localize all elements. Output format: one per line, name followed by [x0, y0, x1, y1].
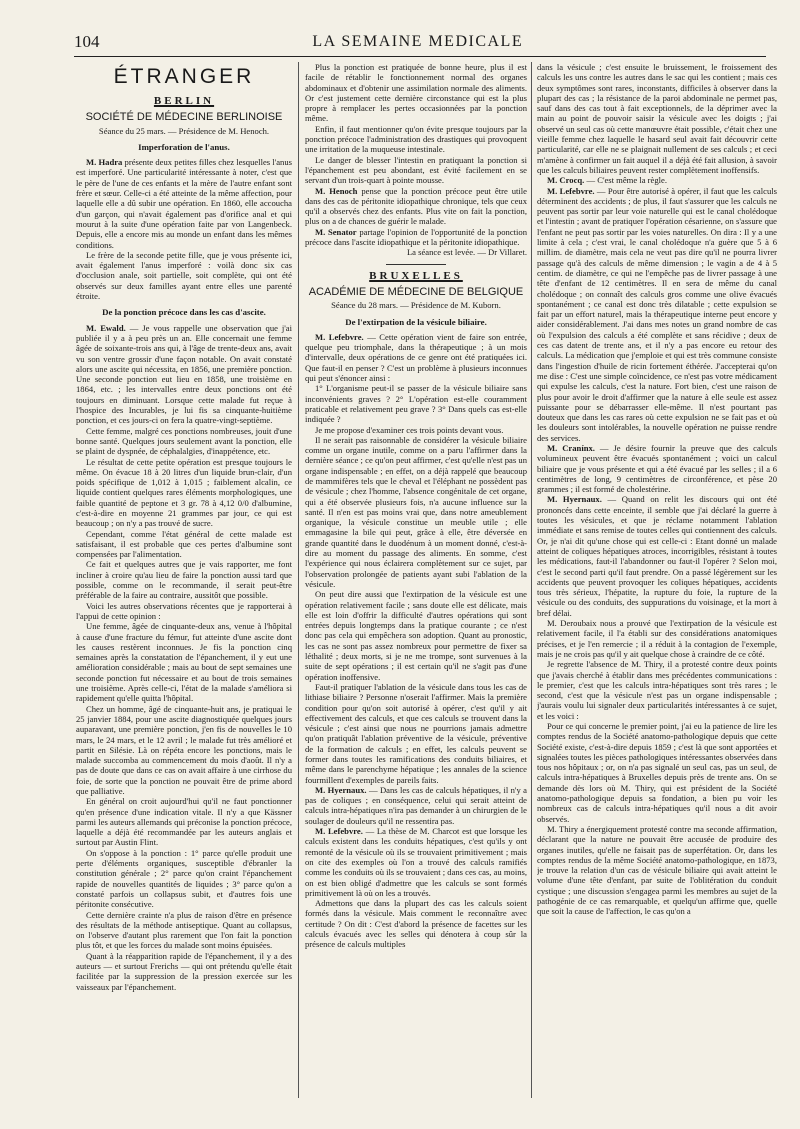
session-line: Séance du 28 mars. — Présidence de M. Kuborn.	[331, 300, 501, 311]
society-heading: SOCIÉTÉ DE MÉDECINE BERLINOISE	[85, 111, 283, 124]
page-header	[74, 30, 766, 54]
paragraph: Plus la ponction est pratiquée de bonne heure, plus il est facile de rétablir le fonctionnement normal des organes abdominaux et d'obtenir une assimilation normale des aliments. Or c'est justement cette dernière circonstance qui est la plus propre à remplacer les pertes occasionnées par la ponction même.	[305, 62, 527, 124]
column-1	[76, 62, 292, 1102]
paragraph: Le résultat de cette petite opération est presque toujours le même. On évacue 18 à 20 litres d'un liquide brun-clair, d'un poids spécifique de 1,012 à 1,015 ; faiblement alcalin, ce liquide contient quelques rares éléments morphologiques, une faible quantité de peptone et 3 gr. 78 à 4,12 0/0 d'albumine, c'est-à-dire en moyenne 21 grammes par jour, ce qui est beaucoup ; on n'y a pas trouvé de sucre.	[76, 456, 292, 529]
paragraph-text: — Je désire fournir la preuve que des calculs volumineux peuvent être évacués spontanément ; voici un calcul biliaire que je vous présente et qui a été évacué par les selles ; il a 6 centimètres de long, 9 centimètres de circonférence, et pèse 20 grammes ; il est formé de cholestérine.	[537, 442, 777, 495]
paragraph: Le frère de la seconde petite fille, que je vous présente ici, avait également l'anus imperforé : voilà donc six cas d'occlusion anale, soit partielle, soit complète, qui ont été observés sur deux familles ayant entre elles une parenté étroite.	[76, 249, 292, 302]
paragraph: Quant à la réapparition rapide de l'épanchement, il y a des auteurs — et surtout Frerichs — qui ont prétendu qu'elle était facilitée par la suppression de la pression exercée sur les vaisseaux par l'épanchement.	[76, 950, 292, 992]
speaker: M. Senator	[315, 226, 357, 237]
city-heading: BRUXELLES	[369, 269, 463, 282]
paragraph-text: — Dans les cas de calculs hépatiques, il n'y a pas de coliques ; en conséquence, celui qui serait atteint de calculs intra-hépatiques n'ira pas demander à un chirurgien de le soulager de douleurs qu'il ne ressentira pas.	[305, 784, 527, 826]
page-number: 104	[74, 32, 100, 51]
paragraph: Il ne serait pas raisonnable de considérer la vésicule biliaire comme un organe inutile, comme on a paru l'affirmer dans la dernière séance ; ce qu'on peut affirmer, c'est qu'elle n'est pas un organe indispensable ; en effet, on a déjà rappelé que beaucoup de mammifères tels que le cheval et l'éléphant ne possèdent pas de vésicule ; chez l'homme, l'absence congénitale de cet organe, qui a été observée plusieurs fois, n'a aucune influence sur la santé. Il n'en est pas moins vrai que, dans notre ameublement organique, la vésicule constitue un meuble utile ; elle emmagasine la bile qui peut, grâce à elle, être déversée en grande quantité dans le duodénum à un moment donné, c'est-à-dire au moment du passage des aliments. En somme, c'est l'expérience qui nous éclairera complètement sur ce sujet, par l'observation prolongée de patients ayant subi l'ablation de la vésicule.	[305, 434, 527, 589]
column-divider	[298, 62, 299, 1098]
paragraph	[537, 443, 777, 494]
speaker: M. Lefebvre.	[547, 185, 595, 196]
paragraph	[305, 186, 527, 227]
paragraph-text: partage l'opinion de l'opportunité de la ponction précoce dans l'ascite idiopathique et la péritonite idiopathique.	[305, 226, 527, 248]
speaker: M. Crocq.	[547, 175, 585, 186]
column-divider	[531, 62, 532, 1098]
speaker: M. Hadra	[86, 157, 123, 168]
paragraph: Ce fait et quelques autres que je vais rapporter, me font incliner à croire qu'au lieu de faire la ponction aussi tard que possible, comme on le recommande, il serait peut-être préférable de la faire au contraire, aussitôt que possible.	[76, 559, 292, 601]
paragraph	[537, 494, 777, 618]
subheading: De la ponction précoce dans les cas d'ascite.	[102, 307, 266, 318]
paragraph: Admettons que dans la plupart des cas les calculs soient formés dans la vésicule. Mais comment le reconnaître avec certitude ? On dit : C'est d'abord la présence de facettes sur les calculs évacués avec les selles qui dénotera à coup sûr la présence de calculs multiples	[305, 898, 527, 950]
speaker: M. Lefebvre.	[315, 331, 364, 342]
paragraph: Faut-il pratiquer l'ablation de la vésicule dans tous les cas de lithiase biliaire ? Personne n'oserait l'affirmer. Mais la première condition pour qu'on soit autorisé à opérer, c'est qu'il y ait effectivement des calculs, et que ces calculs se trouvent dans la vésicule ; c'est ainsi que nous ne pourrions jamais admettre qu'on pratiquât l'ablation préventive de la vésicule, préventive de la formation de calculs ; en effet, les calculs peuvent se former dans toutes les ramifications des conduits biliaires, et même dans le parenchyme hépatique ; les annales de la science fourmillent d'exemples de pareils faits.	[305, 681, 527, 785]
session-line: Séance du 25 mars. — Présidence de M. Henoch.	[98, 125, 270, 136]
paragraph: Je regrette l'absence de M. Thiry, il a protesté contre deux points que j'avais cherché à établir dans mes précédentes communications : le premier, c'est que les calculs intra-hépatiques sont très rares ; le second, c'est que la vésicule n'est pas un organe indispensable ; j'aurais voulu lui signaler deux particularités intéressantes à ce sujet, et les voici :	[537, 659, 777, 721]
paragraph: Une femme, âgée de cinquante-deux ans, venue à l'hôpital à cause d'une fracture du fémur, fut atteinte d'une ascite dont les causes restèrent inconnues. Je fis la ponction cinq semaines après la constatation de l'épanchement, il y eut une amélioration considérable ; mais au bout de sept semaines une seconde ponction fut nécessaire et au bout de trois semaines une troisième. Après celle-ci, l'état de la malade s'améliora si rapidement qu'elle quitta l'hôpital.	[76, 621, 292, 704]
paragraph: Cependant, comme l'état général de cette malade est satisfaisant, il est probable que ces pertes d'albumine sont compensées par l'alimentation.	[76, 528, 292, 560]
paragraph	[305, 227, 527, 248]
paragraph-text: — Pour être autorisé à opérer, il faut que les calculs déterminent des accidents ; de plus, il faut s'assurer que les calculs ne peuvent pas sortir par leur voie naturelle qui est le canal cholédoque et l'intestin ; avant de pratiquer l'opération césarienne, on s'assure que l'enfant ne peut pas sortir par les voies naturelles. On dira : Il y a une limite à cela ; c'est vrai, le canal cholédoque n'a guère que 5 à 6 millim. de diamètre, mais cela ne veut pas dire qu'il ne pourra livrer passage qu'à des calculs de même dimension ; le vagin a de 4 à 5 centim. de diamètre, ce qui ne l'empêche pas de livrer passage à une tête d'enfant de 12 centimètres. Il en sera de même du canal cholédoque ; on connaît des calculs gros comme une olive évacués spontanément ; ce canal est donc très dilatable ; cette expulsion se fait par un effort naturel, mais la thérapeutique interne peut encore y aider considérablement. J'ai dans mes notes un grand nombre de cas où l'expulsion des calculs a été complète et sans récidive ; deux de ces cas datent de trente ans, et il n'y a pas encore eu retour des calculs. La médication que j'emploie et qui est très commune consiste dans l'ingestion d'huile de ricin fortement éthérée. J'accepterai qu'on me dise : C'est une simple coïncidence, ce n'est pas votre médicament qui expulse les calculs, c'est la nature. Fort bien, c'est une raison de plus pour avoir le droit d'affirmer que la nature à elle seule est assez puissante pour se débarrasser elle-même. Il n'est pourtant pas douteux que dans les cas rares où cette expulsion ne se fait pas et où les douleurs sont intolérables, la nouvelle opération ne puisse rendre des services.	[537, 185, 777, 443]
column-3	[537, 62, 777, 1102]
paragraph-text: — Cette opération vient de faire son entrée, quelque peu triomphale, dans la thérapeutique ; à un mois d'intervalle, deux opérations de ce genre ont été pratiquées ici. Que faut-il en penser ? C'est un problème à plusieurs inconnues qui peut s'énoncer ainsi :	[305, 331, 527, 384]
city-heading: BERLIN	[153, 95, 215, 107]
paragraph	[76, 323, 292, 426]
paragraph-text: — C'est même la règle.	[586, 175, 668, 186]
paragraph: Pour ce qui concerne le premier point, j'ai eu la patience de lire les comptes rendus de la Société anatomo-pathologique depuis que cette Société existe, c'est-à-dire depuis 1859 ; c'est là que sont apportées et signalées toutes les pièces pathologiques intéressantes observées dans tous nos hôpitaux ; or, on n'a pas signalé un seul cas, pas un seul, de calculs intra-hépatiques à Bruxelles depuis près de trente ans. On se demande dès lors où M. Thiry, qui est président de la Société anatomo-pathologique depuis sa fondation, a bien pu voir les nombreux cas de calculs intra-hépatiques qu'il nous a dit avoir observés.	[537, 721, 777, 824]
paragraph	[305, 332, 527, 383]
paragraph-text: — La thèse de M. Charcot est que lorsque les calculs existent dans les conduits hépatiques, c'est qu'ils y ont remonté de la vésicule où ils se trouvaient primitivement ; mais on cite des exemples où l'on a trouvé des calculs ramifiés comme les conduits où ils se trouvaient ; dans ces cas, au moins, on est bien obligé d'admettre que les calculs se sont formés primitivement là où on les a trouvés.	[305, 826, 527, 898]
speaker: M. Hyernaux.	[315, 784, 367, 795]
speaker: M. Hyernaux.	[547, 494, 602, 505]
paragraph	[305, 785, 527, 826]
signature-line: La séance est levée. — Dr Villaret.	[406, 247, 527, 258]
society-heading: ACADÉMIE DE MÉDECINE DE BELGIQUE	[308, 285, 524, 298]
section-title: ÉTRANGER	[113, 65, 255, 88]
paragraph: Cette femme, malgré ces ponctions nombreuses, jouit d'une bonne santé. Quelques jours seulement avant la ponction, elle se plaint de dyspnée, de céphalalgies, d'inappétence, etc.	[76, 425, 292, 457]
paragraph: dans la vésicule ; c'est ensuite le bruissement, le froissement des calculs les uns contre les autres dans le sac qui les contient ; mais ces deux symptômes sont rares, inconstants, difficiles à observer dans la plupart des cas ; la résistance de la paroi abdominale ne permet pas, sauf dans des cas tout à fait exceptionnels, de la déprimer avec la main au point de pouvoir saisir la vésicule avec les doigts ; j'ai observé un seul cas où cette manœuvre était possible, c'était chez une vieille femme chez laquelle le hasard seul avait fait découvrir cette particularité, car elle ne se plaignait nullement de ses calculs ; et ceci m'amène à confirmer un fait auquel il a déjà été fait allusion, à savoir que les calculs biliaires peuvent rester complètement inoffensifs.	[537, 62, 777, 175]
paragraph	[537, 175, 777, 185]
paragraph: M. Thiry a énergiquement protesté contre ma seconde affirmation, déclarant que la nature ne pouvait être accusée de produire des organes inutiles, qu'elle ne faisait pas de superfétation. Or, dans les comptes rendus de la même Société anatomo-pathologique, en 1873, je trouve la relation d'un cas de vésicule biliaire qui avait atteint le volume d'une tête d'enfant, par suite de l'oblitération du conduit cystique ; une discussion s'engagea parmi les membres au sujet de la pathogénie de ce cas remarquable, et quelqu'un affirme que, quelle que soit la cause de l'affection, le cas qu'on a	[537, 823, 777, 917]
paragraph: Le danger de blesser l'intestin en pratiquant la ponction si l'épanchement est peu abondant, est évité facilement en se servant d'un trois-quart à pointe mousse.	[305, 154, 527, 186]
paragraph	[76, 157, 292, 250]
section-divider	[386, 264, 446, 265]
subheading: Imperforation de l'anus.	[138, 141, 230, 152]
header-rule	[74, 56, 766, 57]
paragraph: 1° L'organisme peut-il se passer de la vésicule biliaire sans inconvénients graves ? 2° L'opération est-elle couramment praticable et relativement peu grave ? 3° Dans quels cas est-elle indiquée ?	[305, 383, 527, 425]
paragraph: Voici les autres observations récentes que je rapporterai à l'appui de cette opinion :	[76, 600, 292, 621]
paragraph	[537, 186, 777, 443]
journal-title: LA SEMAINE MEDICALE	[312, 33, 524, 50]
speaker: M. Lefebvre.	[315, 826, 363, 837]
paragraph-text: — Je vous rappelle une observation que j'ai publiée il y a à peu près un an. Elle concernait une femme âgée de soixante-trois ans qui, à l'âge de trente-deux ans, avait vu son ventre grossir d'une façon notable. On avait constaté alors une ascite qui nécessita, en 1856, une première ponction. Une seconde ponction eut lieu en 1858, une troisième en 1864, etc. ; les intervalles entre deux ponctions ont été toujours en diminuant. Lorsque cette malade fut reçue à l'hospice des Incurables, je lui fis sa cinquante-huitième ponction, et ces jours-ci on fera la quatre-vingt-septième.	[76, 322, 292, 426]
paragraph-text: présente deux petites filles chez lesquelles l'anus est imperforé. Une particularité intéressante à noter, c'est que le père de l'une de ces enfants et la mère de l'autre enfant sont frère et sœur. Celle-ci a été atteinte de la même affection, pour laquelle elle a dû subir une opération. En 1860, elle accoucha d'un garçon, qui n'avait également pas d'orifice anal et qui mourut à la suite d'une opération faite par von Langenbeck. Depuis, elle a encore mis au monde un enfant dans les mêmes conditions.	[76, 157, 292, 250]
speaker: M. Ewald.	[86, 322, 126, 333]
paragraph	[305, 826, 527, 898]
speaker: M. Henoch	[315, 185, 358, 196]
speaker: M. Cranínx.	[547, 442, 595, 453]
paragraph: M. Deroubaix nous a prouvé que l'extirpation de la vésicule est relativement facile, il l'a établi sur des considérations anatomiques précises, et je l'en remercie ; il a réduit à la contagion de l'exemple, mais je ne crois pas qu'il y ait quelque chose à craindre de ce côté.	[537, 618, 777, 659]
paragraph-text: pense que la ponction précoce peut être utile dans des cas de péritonite idiopathique chronique, tels que ceux qu'il a observés chez des enfants. Plus vite on fait la ponction, plus on a de chances de guérir le malade.	[305, 185, 527, 227]
paragraph: Je me propose d'examiner ces trois points devant vous.	[315, 424, 504, 435]
paragraph: Cette dernière crainte n'a plus de raison d'être en présence des résultats de la méthode antiseptique. Quant au collapsus, on l'observe d'autant plus rarement que l'on fait la ponction plus tôt, et que les forces du malade sont moins épuisées.	[76, 909, 292, 951]
subheading: De l'extirpation de la vésicule biliaire.	[345, 316, 487, 327]
paragraph: Chez un homme, âgé de cinquante-huit ans, je pratiquai le 25 janvier 1884, pour une ascite diagnostiquée quelques jours auparavant, une première ponction, j'en fis de nouvelles le 10 mars, le 24 mars, et le 12 avril ; le malade fut très amélioré et partit en Silésie. Là on répéta encore les ponctions, mais le malade succomba au commencement du mois d'août. Il n'y a pas de doute que dans ce cas on avait affaire à une cirrhose du foie, de sorte que la ponction ne pouvait être de prime abord que palliative.	[76, 703, 292, 796]
paragraph: On peut dire aussi que l'extirpation de la vésicule est une opération relativement facile ; sans doute elle est délicate, mais elle est loin d'offrir la difficulté d'autres opérations qui sont entrées depuis longtemps dans la pratique courante ; ce n'est donc pas cela qui empêchera son adoption. Quant au pronostic, les cas ne sont pas assez nombreux pour permettre de fixer sa léthalité ; deux morts, si je ne me trompe, sont survenues à la suite de sept opérations ; il est certain qu'il ne s'agit pas d'une opération inoffensive.	[305, 589, 527, 682]
paragraph: On s'oppose à la ponction : 1° parce qu'elle produit une perte d'éléments organiques, susceptible d'ébranler la constitution générale ; 2° parce qu'on craint l'épanchement rapide de nouvelles quantités de liquides ; 3° parce qu'on a constaté parfois un collapsus subit, et d'autres fois une péritonite consécutive.	[76, 847, 292, 910]
paragraph: Enfin, il faut mentionner qu'on évite presque toujours par la ponction précoce l'administration des drastiques qui provoquent une irritation de la muqueuse intestinale.	[305, 123, 527, 155]
paragraph: En général on croit aujourd'hui qu'il ne faut ponctionner qu'en présence d'une indication vitale. Il n'y a que Kässner parmi les auteurs allemands qui préconise la ponction précoce, laquelle a déjà été recommandée par les auteurs anglais et surtout par Austin Flint.	[76, 796, 292, 848]
paragraph-text: — Quand on relit les discours qui ont été prononcés dans cette enceinte, il semble que j'ai déclaré la guerre à toutes les vésicules, et que je réclame notamment l'ablation immédiate et sans remise de toutes celles qui contiennent des calculs. Or, je n'ai dit qu'une chose qui est celle-ci : Etant donné un malade atteint de coliques hépatiques atroces, incorrigibles, résistant à toutes les médications, faut-il l'abandonner ou faut-il l'opérer ? Selon moi, c'est le second parti qu'il faut prendre. On a passé légèrement sur les accidents que peuvent provoquer les coliques hépatiques, accidents tous très sérieux, l'hépatite, la rupture du foie, la rupture de la vésicule ou des conduits, des suppurations du voisinage, et la mort à bref délai.	[537, 494, 777, 618]
column-2	[305, 62, 527, 1102]
